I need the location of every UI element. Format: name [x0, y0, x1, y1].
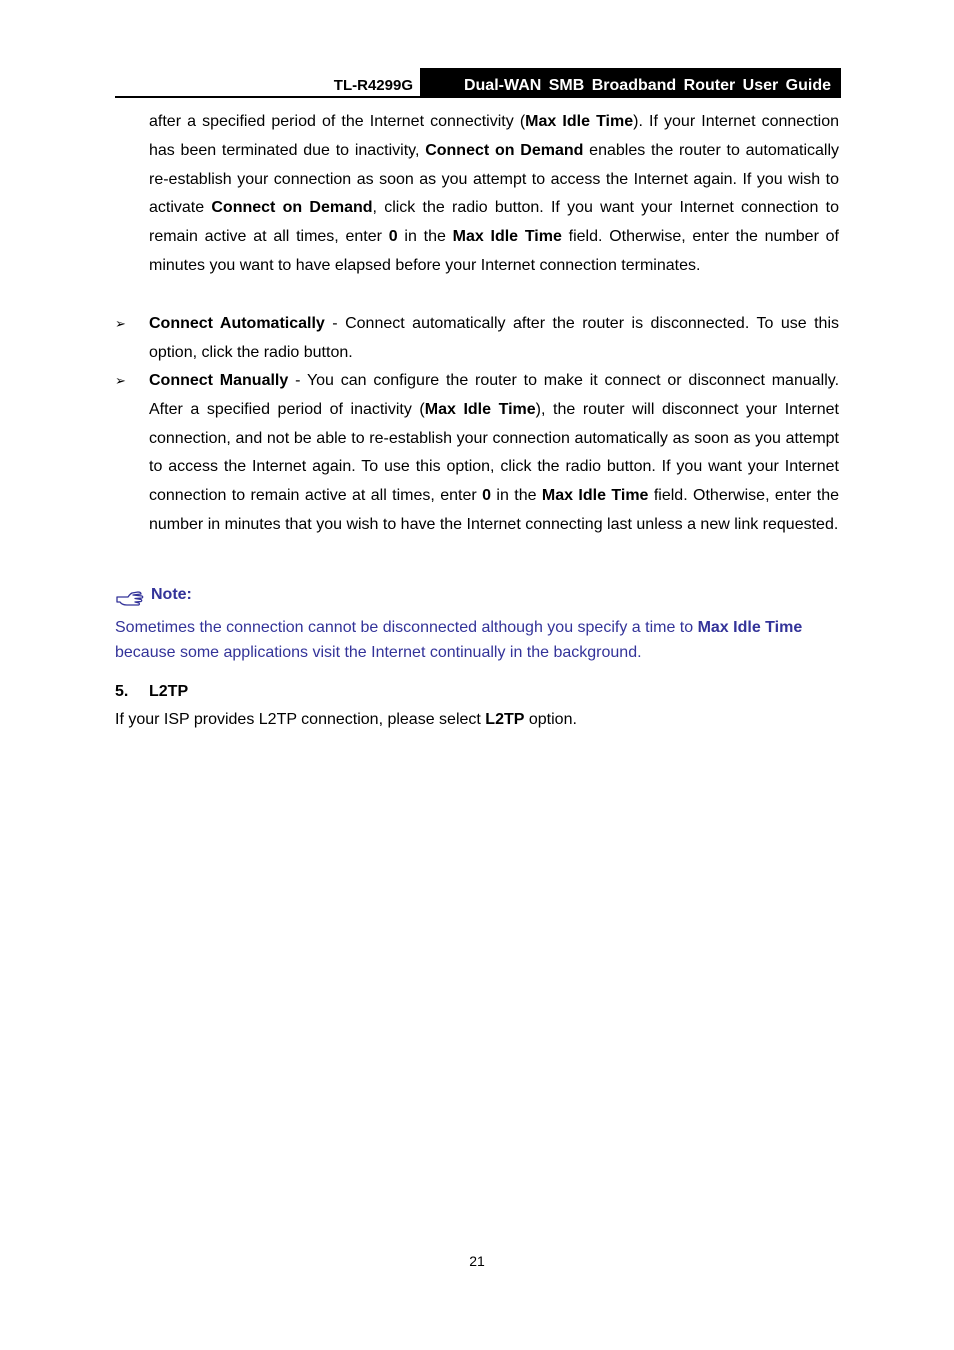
note-text: Sometimes the connection cannot be disconnected although you specify a time to Max Idle Time because some applications visit the Internet continually in the background. — [115, 619, 803, 661]
connect-on-demand-paragraph: after a specified period of the Internet connectivity (Max Idle Time). If your Internet connection has been terminated due to inactivity, Connect on Demand enables the router to automatically re-establish your connection as soon as you attempt to access the Internet again. If you wish to activate Connect on Demand, click the radio button. If you want your Internet connection to remain active at all times, enter 0 in the Max Idle Time field. Otherwise, enter the number of minutes you want to have elapsed before your Internet connection terminates. — [149, 113, 840, 274]
section-heading-l2tp: 5. L2TP — [115, 683, 189, 700]
bullet-arrow-icon: ➢ — [115, 373, 126, 388]
connect-automatically-item: Connect Automatically - Connect automatically after the router is disconnected. To use this option, click the radio button. — [149, 315, 840, 361]
note-label: Note: — [151, 586, 192, 603]
connect-manually-item: Connect Manually - You can configure the router to make it connect or disconnect manually. After a specified period of inactivity (Max Idle Time), the router will disconnect your Internet connection, and not be able to re-establish your connection automatically as soon as you attempt to access the Internet again. To use this option, click the radio button. If you want your Internet connection to remain active at all times, enter 0 in the Max Idle Time field. Otherwise, enter the number in minutes that you wish to have the Internet connecting last unless a new link requested. — [149, 372, 840, 533]
page-header — [115, 68, 841, 98]
header-model: TL-R4299G — [333, 77, 413, 94]
bullet-arrow-icon: ➢ — [115, 316, 126, 331]
pointing-hand-icon — [116, 589, 144, 609]
section-body-l2tp: If your ISP provides L2TP connection, please select L2TP option. — [115, 711, 577, 728]
page-number: 21 — [469, 1253, 485, 1269]
header-title: Dual-WAN SMB Broadband Router User Guide — [420, 68, 841, 98]
